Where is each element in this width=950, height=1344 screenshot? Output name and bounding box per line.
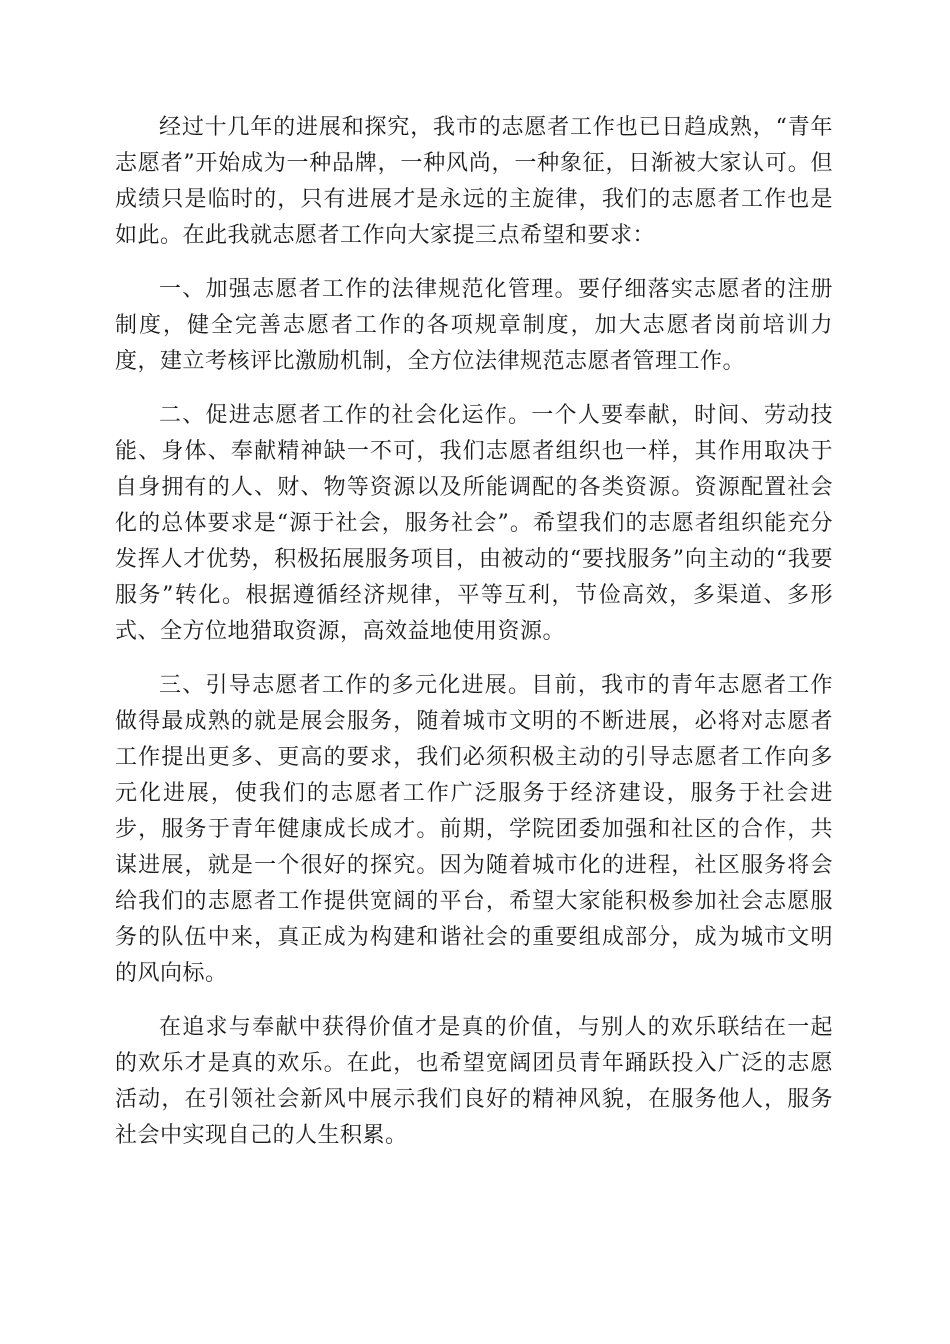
paragraph-closing: 在追求与奉献中获得价值才是真的价值，与别人的欢乐联结在一起的欢乐才是真的欢乐。在此，也希望宽阔团员青年踊跃投入广泛的志愿活动，在引领社会新风中展示我们良好的精神风貌，在服务他人，服务社会中实现自己的人生积累。 <box>115 1015 833 1148</box>
paragraph-intro: 经过十几年的进展和探究，我市的志愿者工作也已日趋成熟，“青年志愿者”开始成为一种品牌，一种风尚，一种象征，日渐被大家认可。但成绩只是临时的，只有进展才是永远的主旋律，我们的志愿者工作也是如此。在此我就志愿者工作向大家提三点希望和要求： <box>115 115 833 248</box>
document-body <box>115 110 833 1172</box>
paragraph-point-one: 一、加强志愿者工作的法律规范化管理。要仔细落实志愿者的注册制度，健全完善志愿者工作的各项规章制度，加大志愿者岗前培训力度，建立考核评比激励机制，全方位法律规范志愿者管理工作。 <box>115 277 833 374</box>
paragraph-point-three: 三、引导志愿者工作的多元化进展。目前，我市的青年志愿者工作做得最成熟的就是展会服务，随着城市文明的不断进展，必将对志愿者工作提出更多、更高的要求，我们必须积极主动的引导志愿者工作向多元化进展，使我们的志愿者工作广泛服务于经济建设，服务于社会进步，服务于青年健康成长成才。前期，学院团委加强和社区的合作，共谋进展，就是一个很好的探究。因为随着城市化的进程，社区服务将会给我们的志愿者工作提供宽阔的平台，希望大家能积极参加社会志愿服务的队伍中来，真正成为构建和谐社会的重要组成部分，成为城市文明的风向标。 <box>115 673 833 986</box>
paragraph-point-two: 二、促进志愿者工作的社会化运作。一个人要奉献，时间、劳动技能、身体、奉献精神缺一不可，我们志愿者组织也一样，其作用取决于自身拥有的人、财、物等资源以及所能调配的各类资源。资源配置社会化的总体要求是“源于社会，服务社会”。希望我们的志愿者组织能充分发挥人才优势，积极拓展服务项目，由被动的“要找服务”向主动的“我要服务”转化。根据遵循经济规律，平等互利，节俭高效，多渠道、多形式、全方位地猎取资源，高效益地使用资源。 <box>115 403 833 644</box>
